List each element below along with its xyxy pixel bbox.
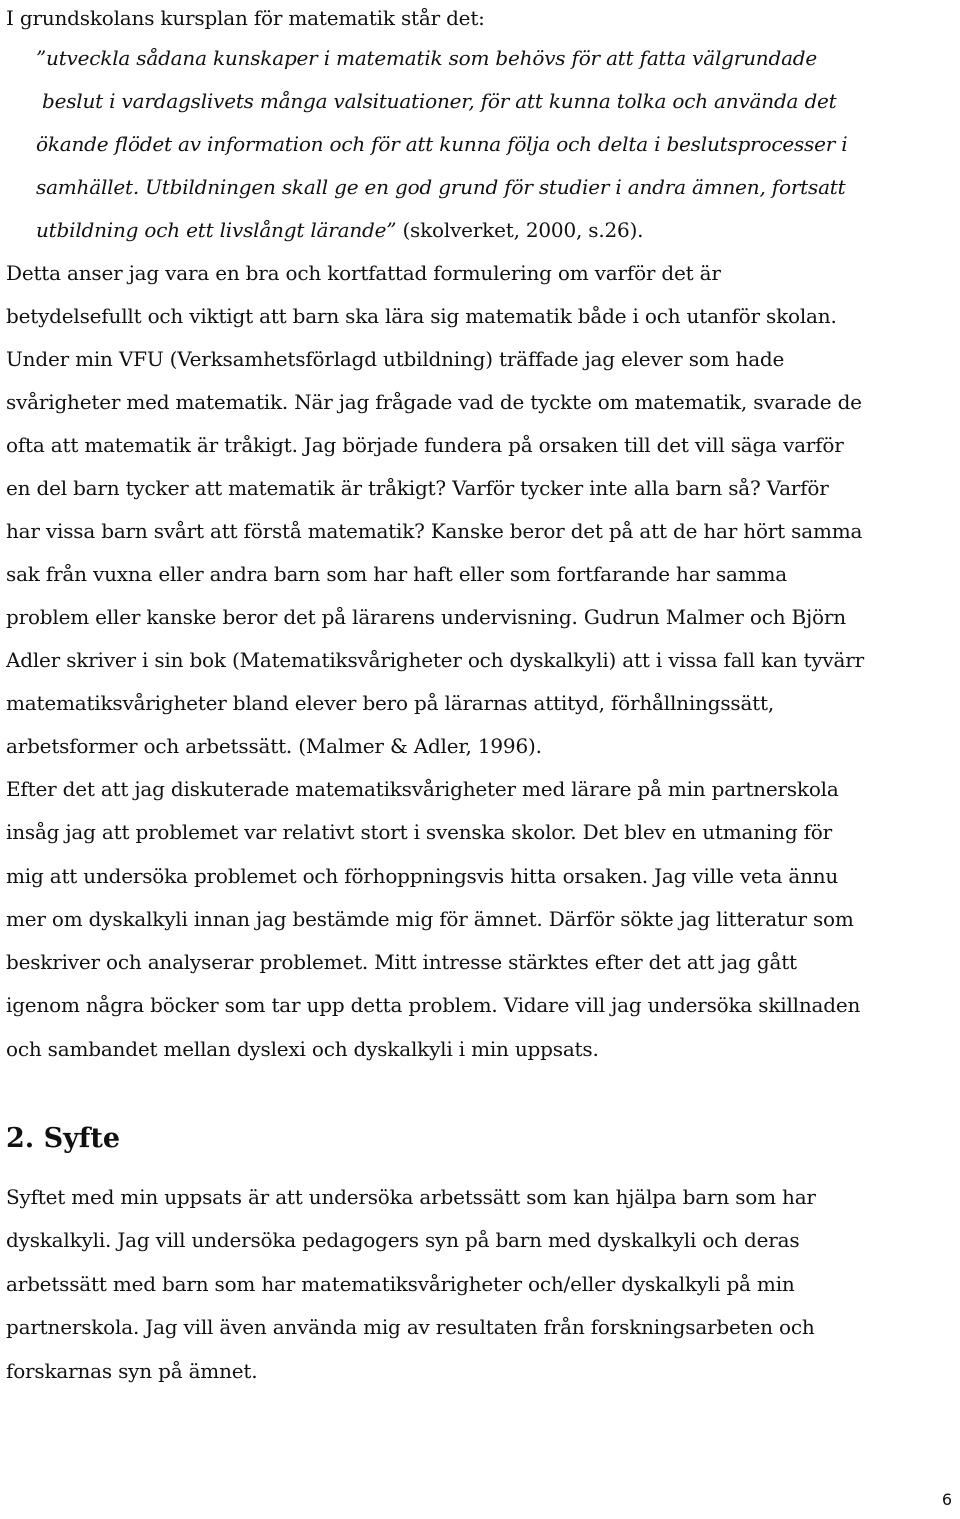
intro-line: I grundskolans kursplan för matematik står det: [6, 6, 485, 30]
body-line: insåg jag att problemet var relativt stort i svenska skolor. Det blev en utmaning för [6, 820, 832, 844]
body-line: mer om dyskalkyli innan jag bestämde mig för ämnet. Därför sökte jag litteratur som [6, 907, 854, 931]
section-line: forskarnas syn på ämnet. [6, 1359, 258, 1383]
body-line: beskriver och analyserar problemet. Mitt intresse stärktes efter det att jag gått [6, 950, 797, 974]
section-line: Syftet med min uppsats är att undersöka arbetssätt som kan hjälpa barn som har [6, 1185, 816, 1209]
body-line: igenom några böcker som tar upp detta problem. Vidare vill jag undersöka skillnaden [6, 993, 861, 1017]
body-line: en del barn tycker att matematik är tråkigt? Varför tycker inte alla barn så? Varför [6, 476, 829, 500]
quote-line: beslut i vardagslivets många valsituationer, för att kunna tolka och använda det [42, 89, 837, 113]
body-line: ofta att matematik är tråkigt. Jag började fundera på orsaken till det vill säga varför [6, 433, 844, 457]
body-line: sak från vuxna eller andra barn som har haft eller som fortfarande har samma [6, 562, 788, 586]
body-line: Detta anser jag vara en bra och kortfattad formulering om varför det är [6, 261, 721, 285]
body-line: svårigheter med matematik. När jag frågade vad de tyckte om matematik, svarade de [6, 390, 862, 414]
section-heading: 2. Syfte [6, 1123, 121, 1154]
section-line: dyskalkyli. Jag vill undersöka pedagogers syn på barn med dyskalkyli och deras [6, 1228, 800, 1252]
body-line: Adler skriver i sin bok (Matematiksvårigheter och dyskalkyli) att i vissa fall kan tyvärr [6, 648, 864, 672]
body-line: Efter det att jag diskuterade matematiksvårigheter med lärare på min partnerskola [6, 777, 839, 801]
body-line: problem eller kanske beror det på lärarens undervisning. Gudrun Malmer och Björn [6, 605, 846, 629]
body-line: mig att undersöka problemet och förhoppningsvis hitta orsaken. Jag ville veta ännu [6, 864, 839, 888]
quote-end: utbildning och ett livslångt lärande” [36, 218, 397, 242]
body-line: betydelsefullt och viktigt att barn ska lära sig matematik både i och utanför skolan. [6, 304, 837, 328]
quote-line: ökande flödet av information och för att kunna följa och delta i beslutsprocesser i [36, 132, 848, 156]
quote-line: ”utveckla sådana kunskaper i matematik som behövs för att fatta välgrundade [36, 46, 818, 70]
section-line: partnerskola. Jag vill även använda mig av resultaten från forskningsarbeten och [6, 1315, 815, 1339]
body-line: Under min VFU (Verksamhetsförlagd utbildning) träffade jag elever som hade [6, 347, 785, 371]
quote-line-final [36, 217, 643, 243]
body-line: arbetsformer och arbetssätt. (Malmer & Adler, 1996). [6, 734, 542, 758]
page-number: 6 [941, 1490, 952, 1509]
quote-line: samhället. Utbildningen skall ge en god grund för studier i andra ämnen, fortsatt [36, 175, 846, 199]
body-line: har vissa barn svårt att förstå matematik? Kanske beror det på att de har hört samma [6, 519, 863, 543]
section-line: arbetssätt med barn som har matematiksvårigheter och/eller dyskalkyli på min [6, 1272, 795, 1296]
body-line: matematiksvårigheter bland elever bero på lärarnas attityd, förhållningssätt, [6, 691, 775, 715]
body-line: och sambandet mellan dyslexi och dyskalkyli i min uppsats. [6, 1037, 599, 1061]
quote-citation: (skolverket, 2000, s.26). [396, 218, 644, 242]
